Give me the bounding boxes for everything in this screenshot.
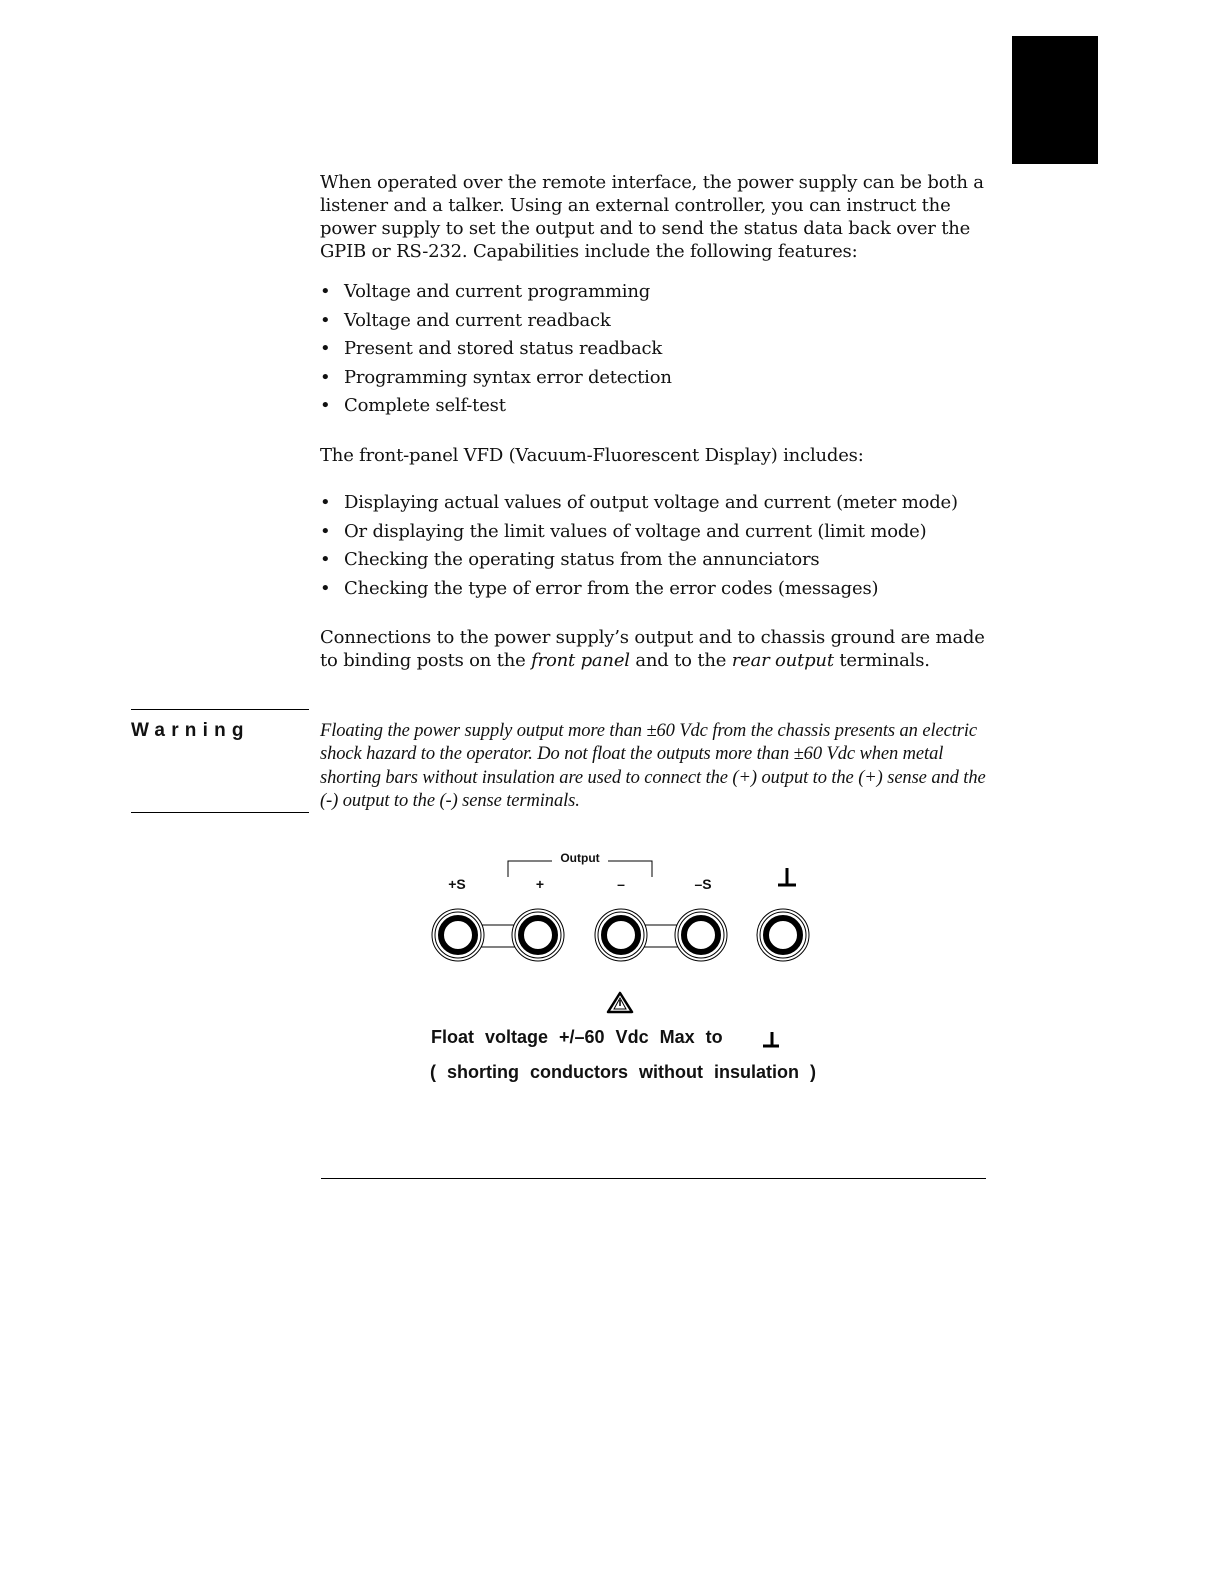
- terminal-label-plus-sense: +S: [448, 876, 466, 892]
- chapter-tab-marker: [1012, 36, 1098, 164]
- page-bottom-rule: [321, 1178, 986, 1179]
- capabilities-list: [320, 278, 672, 421]
- terminal-label-minus-sense: –S: [694, 876, 712, 892]
- binding-posts-drawing: [420, 845, 860, 1095]
- output-label: Output: [560, 851, 600, 865]
- warning-label: Warning: [131, 720, 250, 741]
- output-bracket-left: [508, 861, 552, 877]
- warning-bottom-rule: [131, 812, 309, 813]
- list-item: • Programming syntax error detection: [320, 364, 672, 393]
- terminal-label-plus: +: [535, 876, 545, 892]
- vfd-features-list: [320, 489, 958, 603]
- terminal-minus-output: [595, 909, 647, 961]
- list-item: • Displaying actual values of output voltage and current (meter mode): [320, 489, 958, 518]
- terminal-plus-output: [512, 909, 564, 961]
- shorting-conductors-caption: ( shorting conductors without insulation ): [430, 1062, 816, 1082]
- warning-text: Floating the power supply output more than ±60 Vdc from the chassis presents an electric shock hazard to the operator. Do not float the outputs more than ±60 Vdc when metal shorting bars without insulation are used to connect the (+) output to the (+) sense and the (-) output to the (-) sense terminals.: [320, 721, 986, 811]
- connections-paragraph: [320, 626, 990, 672]
- list-item: • Or displaying the limit values of voltage and current (limit mode): [320, 518, 958, 547]
- terminal-minus-sense: [675, 909, 727, 961]
- list-item: • Checking the operating status from the annunciators: [320, 546, 958, 575]
- connections-text: and to the: [629, 650, 732, 671]
- terminal-plus-sense: [432, 909, 484, 961]
- output-bracket-right: [608, 861, 652, 877]
- warning-triangle-icon: [608, 993, 632, 1012]
- list-item: • Complete self-test: [320, 392, 672, 421]
- list-item: • Voltage and current programming: [320, 278, 672, 307]
- connections-text: terminals.: [833, 650, 930, 671]
- front-panel-term: front panel: [531, 650, 630, 671]
- binding-posts-figure: [420, 845, 860, 1095]
- list-item: • Present and stored status readback: [320, 335, 672, 364]
- vfd-intro-paragraph: The front-panel VFD (Vacuum-Fluorescent Display) includes:: [320, 445, 864, 466]
- intro-paragraph: When operated over the remote interface, the power supply can be both a listener and a talker. Using an external controller, you can instruct the power supply to set the output and to send the status data back over the GPIB or RS-232. Capabilities include the following features:: [320, 172, 984, 262]
- list-item: • Checking the type of error from the error codes (messages): [320, 575, 958, 604]
- terminal-chassis-ground: [757, 909, 809, 961]
- float-voltage-caption: Float voltage +/–60 Vdc Max to: [431, 1027, 723, 1047]
- list-item: • Voltage and current readback: [320, 307, 672, 336]
- connections-text: Connections to the power supply’s output and to chassis ground are made to binding posts on the: [320, 627, 985, 671]
- rear-output-term: rear output: [731, 650, 834, 671]
- warning-top-rule: [131, 709, 309, 710]
- ground-symbol-icon: [778, 868, 796, 885]
- terminal-label-minus: –: [617, 876, 625, 892]
- ground-symbol-inline-icon: [763, 1032, 779, 1046]
